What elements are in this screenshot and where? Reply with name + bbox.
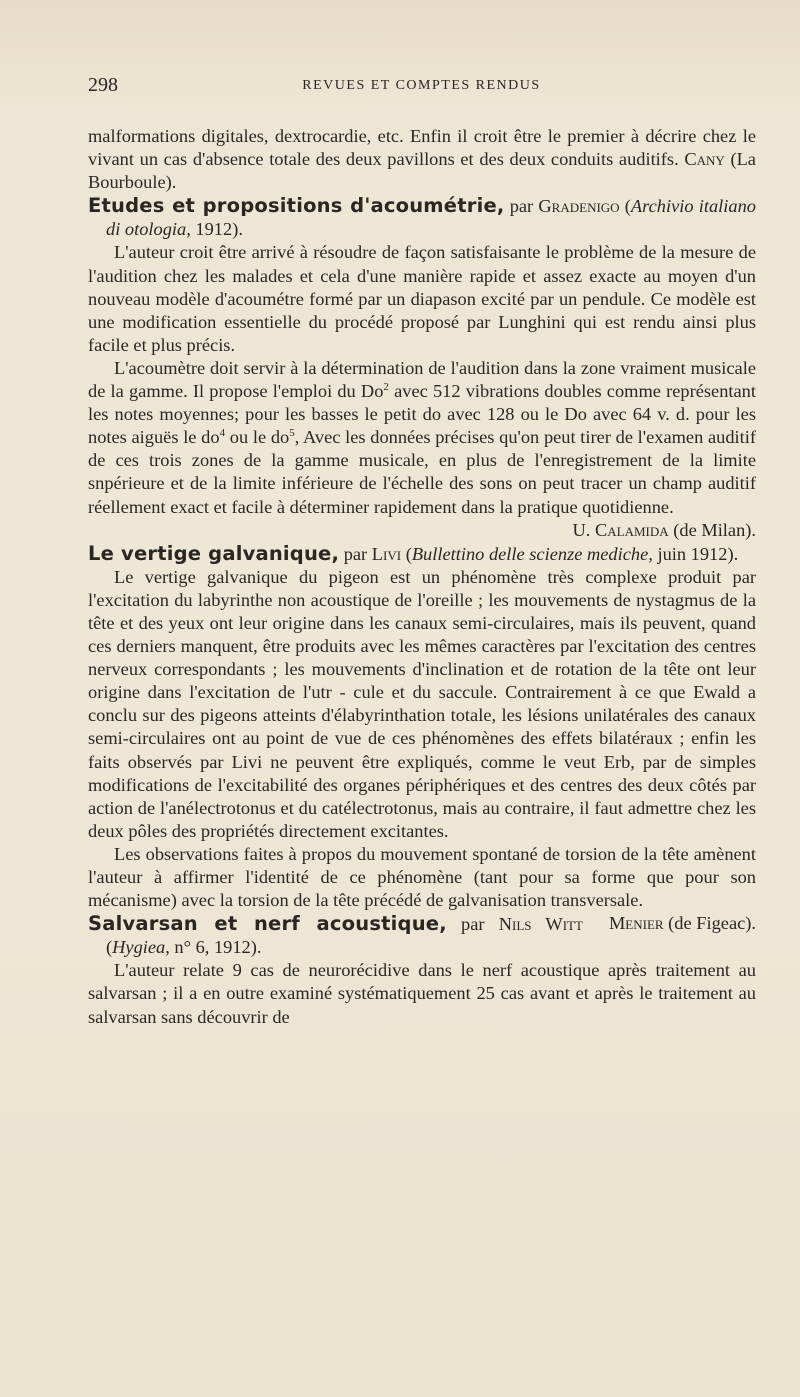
running-title: REVUES ET COMPTES RENDUS xyxy=(302,78,541,93)
paragraph: L'acoumètre doit servir à la détermination de l'audition dans la zone vraiment musicale de la gamme. Il propose l'emploi du Do$^2$ avec 512 vibrations doubles comme représentant les notes moyennes; pour les basses le petit do avec 128 ou le Do avec 64 v. d. pour les notes aiguës le $do^4$ ou le $do^5$, Avec les données précises qu'on peut tirer de l'examen auditif de ces trois zones de la gamme musicale, en plus de l'enregistrement de la limite snpérieure et de la limite inférieure de l'échelle des sons on peut tracer un champ auditif réellement exact et facile à déterminer rapidement dans la pratique quotidienne. xyxy=(88,357,756,517)
paragraph: Les observations faites à propos du mouvement spontané de torsion de la tête amènent l'auteur à affirmer l'identité de ce phénomène (tant pour sa forme que pour son mécanisme) avec la torsion de la tête précédé de galvanisation transversale. Menier (de Figeac). xyxy=(88,843,756,934)
paragraph: Le vertige galvanique du pigeon est un phénomène très complexe produit par l'excitation du labyrinthe non acoustique de l'oreille ; les mouvements de nystagmus de la tête et des yeux ont leur origine dans les canaux semi-circulaires, mais ils peuvent, quand ces derniers manquent, être produits avec les mêmes caractères par l'excitation des centres nerveux correspondants ; les mouvements d'inclination et de rotation de la tête ont leur origine dans l'excitation de l'utr - cule et du saccule. Contrairement à ce que Ewald a conclu sur des pigeons atteints d'élabyrinthation totale, les lésions unilatérales des canaux semi-circulaires ont au point de vue de ces phénomènes des effets bilatéraux ; enfin les faits observés par Livi ne peuvent être expliqués, comme le veut Erb, par de simples modifications de l'excitabilité des organes périphériques et des centres des deux côtés par action de l'anélectrotonus et du catélectrotonus, mais au contraire, il faut admettre chez les deux pôles des propriétés directement excitantes. xyxy=(88,566,756,841)
paragraph: malformations digitales, dextrocardie, etc. Enfin il croit être le premier à décrire chez le vivant un cas d'absence totale des deux pavillons et des deux conduits auditifs. Cany (La Bourboule). xyxy=(88,126,756,193)
article-author: Nils Witt xyxy=(498,914,583,935)
page-number: 298 xyxy=(88,74,118,96)
signature-line: U. Calamida (de Milan). xyxy=(572,519,756,540)
source-journal: Bullettino delle scienze mediche, xyxy=(411,543,653,564)
paragraph: L'auteur relate 9 cas de neurorécidive dans le nerf acoustique après traitement au salvarsan ; il a en outre examiné systématiquement 25 cas avant et après le traitement au salvarsan sans découvrir de xyxy=(88,960,756,1027)
article-heading: Etudes et propositions d'acoumétrie, par Gradenigo (Archivio italiano di otologia, 1912). xyxy=(88,194,756,240)
article-author: Gradenigo xyxy=(538,196,620,217)
author-signature: Cany xyxy=(684,149,725,170)
article-title: Le vertige galvanique, xyxy=(88,541,340,565)
article-body xyxy=(88,125,756,1029)
author-signature: Calamida xyxy=(595,519,669,540)
article-heading: Le vertige galvanique, par Livi (Bullettino delle scienze mediche, juin 1912). xyxy=(88,541,739,565)
page-header xyxy=(88,74,755,104)
source-journal: Hygiea xyxy=(112,937,166,958)
source-journal: Archivio italiano di otologia xyxy=(106,196,756,240)
author-signature: Menier xyxy=(608,913,664,934)
article-author: Livi xyxy=(371,543,402,564)
article-heading: Salvarsan et nerf acoustique, par Nils Witt (Hygiea, n° 6, 1912). xyxy=(88,912,583,958)
paragraph: L'auteur croit être arrivé à résoudre de façon satisfaisante le problème de la mesure de l'audition chez les malades et cela d'une manière rapide et assez exacte au moyen d'un nouveau modèle d'acoumétre formé par un diapason excité par un pendule. Ce modèle est une modification essentielle du procédé proposé par Lunghini qui est rendu ainsi plus facile et plus précis. xyxy=(88,242,756,355)
article-title: Salvarsan et nerf acoustique, xyxy=(88,912,447,936)
article-title: Etudes et propositions d'acoumétrie, xyxy=(88,194,505,218)
